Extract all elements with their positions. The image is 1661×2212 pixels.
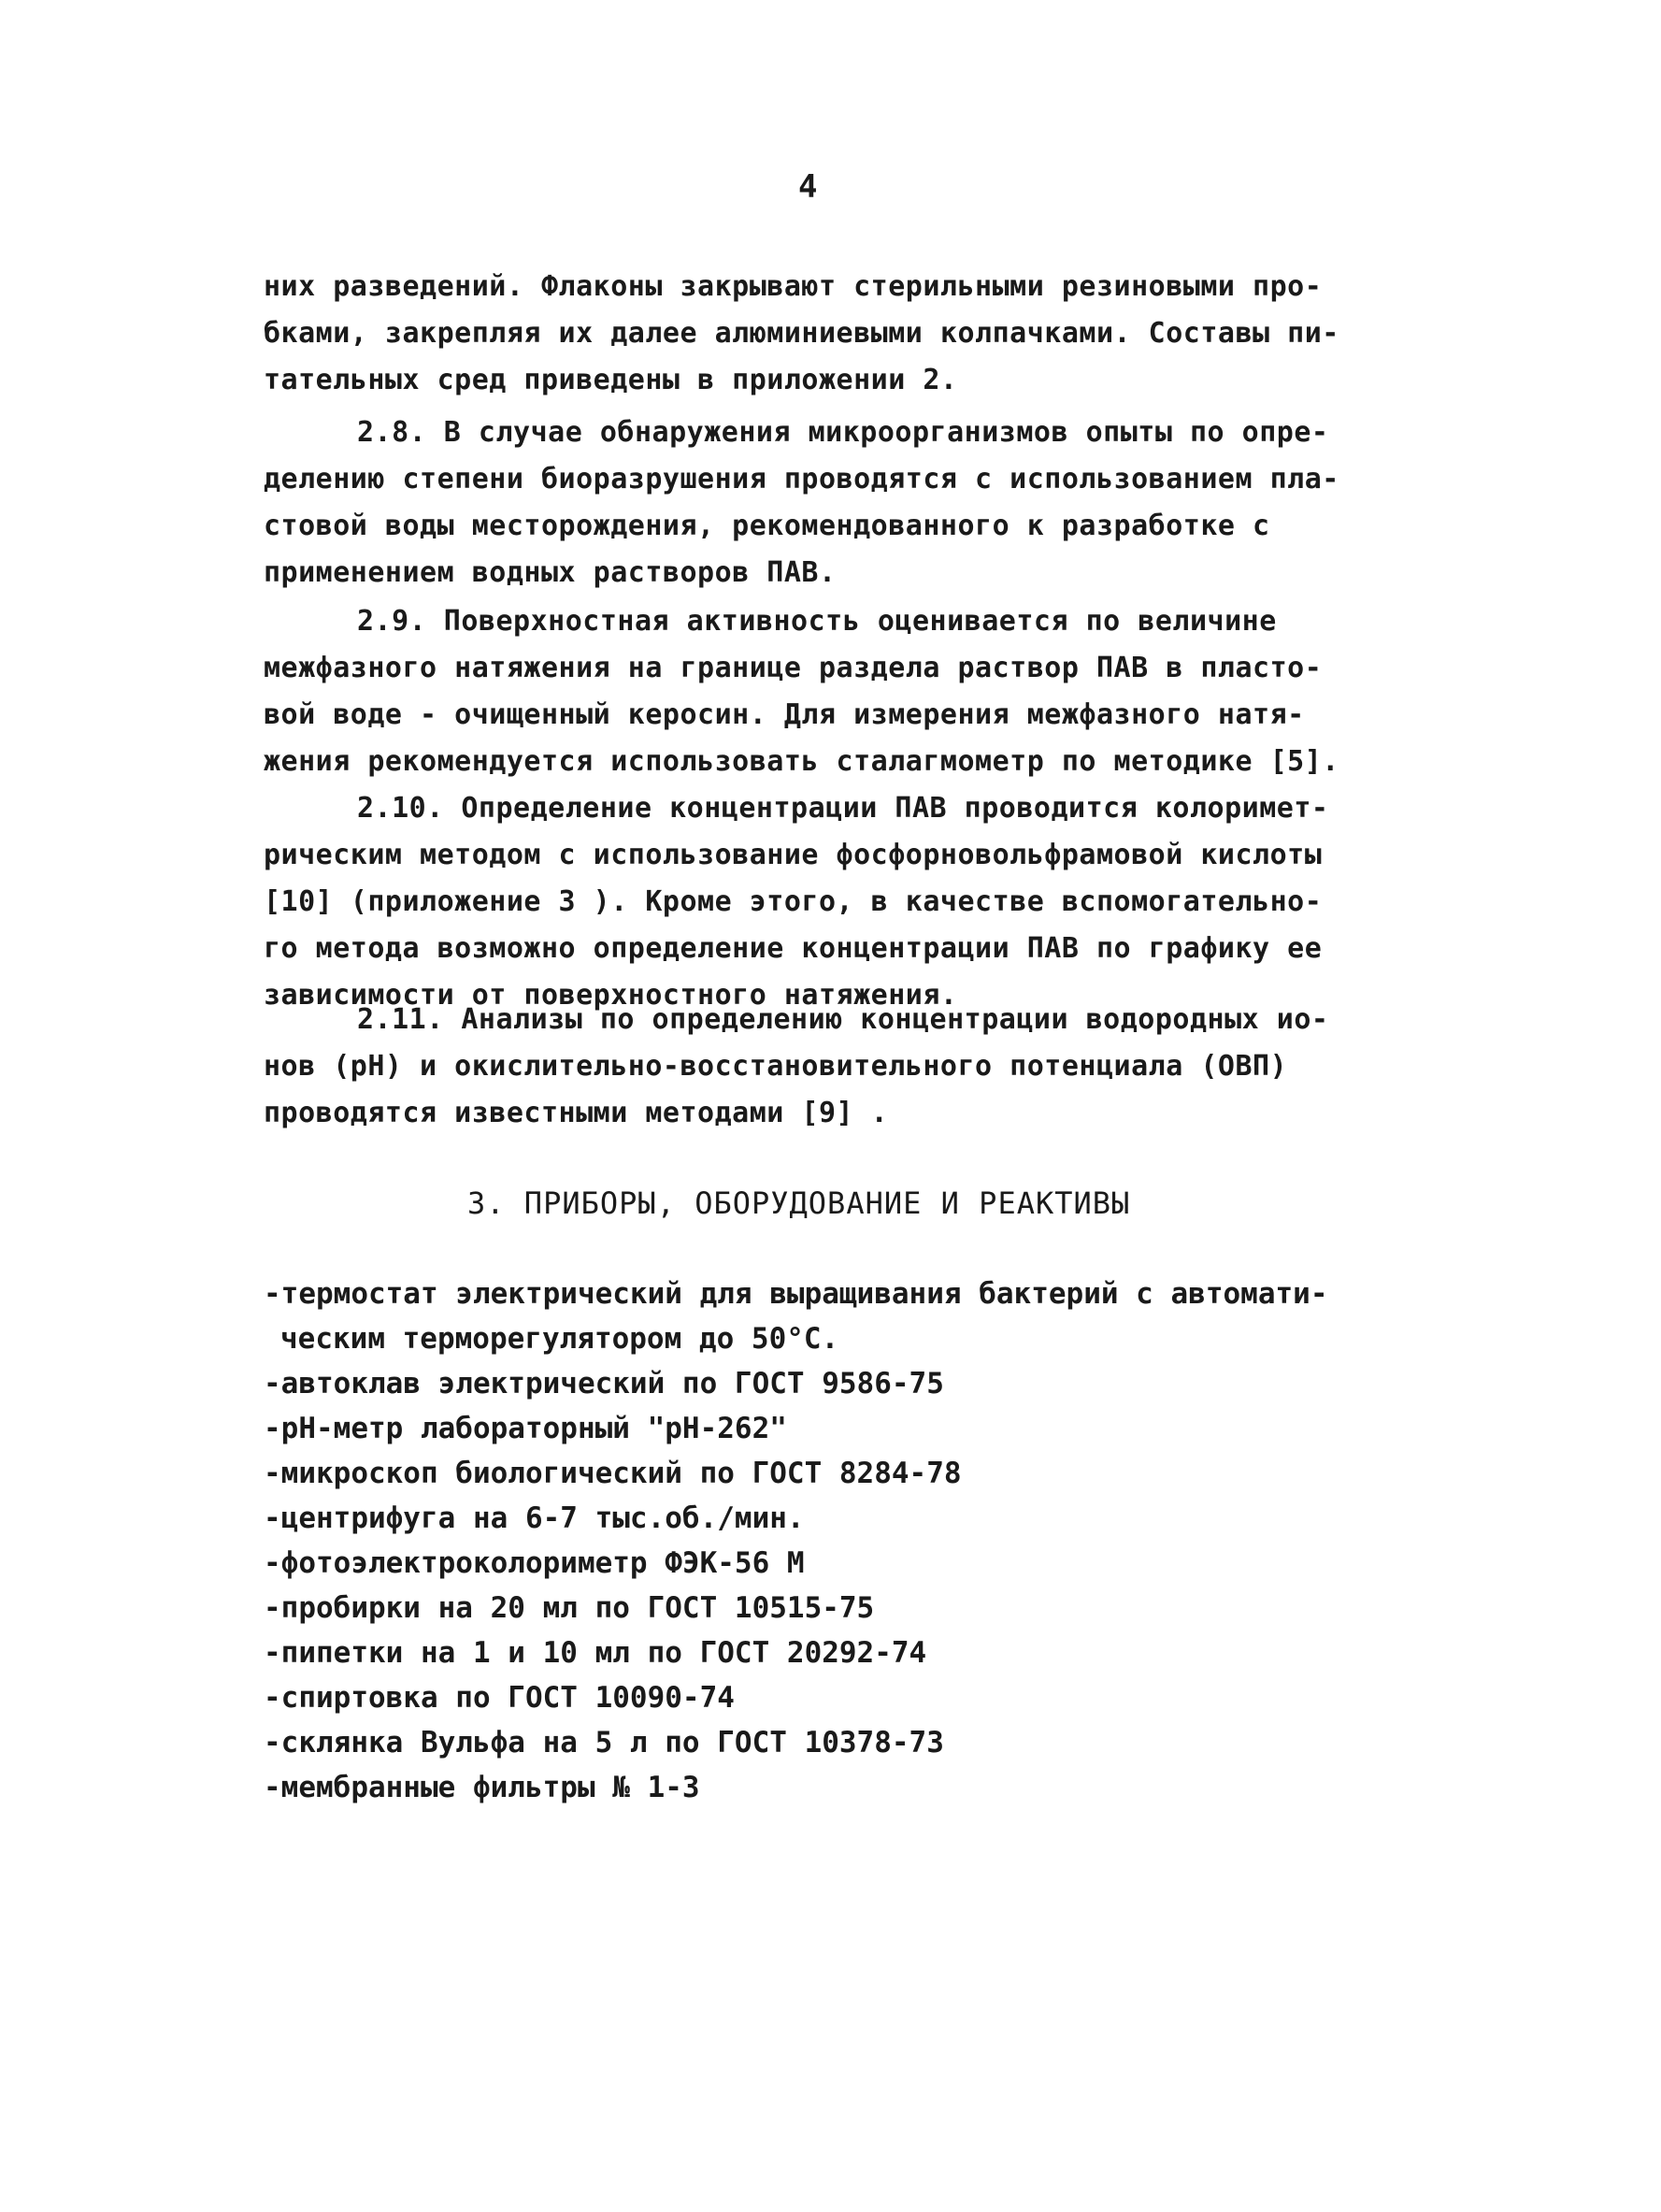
list-item: -мембранные фильтры № 1-3	[264, 1771, 700, 1804]
text-line: го метода возможно определение концентрации ПАВ по графику ее	[264, 932, 1323, 965]
paragraph-continuation	[264, 264, 1432, 404]
text-line: вой воде - очищенный керосин. Для измерения межфазного натя-	[264, 698, 1305, 731]
text-line: них разведений. Флаконы закрывают стерильными резиновыми про-	[264, 270, 1323, 303]
text-line: [10] (приложение 3 ). Кроме этого, в качестве вспомогательно-	[264, 885, 1323, 918]
list-item: -микроскоп биологический по ГОСТ 8284-78	[264, 1457, 962, 1490]
text-line: жения рекомендуется использовать сталагмометр по методике [5].	[264, 745, 1339, 778]
text-line: 2.11. Анализы по определению концентрации водородных ио-	[357, 1003, 1329, 1036]
text-line: стовой воды месторождения, рекомендованного к разработке с	[264, 510, 1270, 542]
text-line: межфазного натяжения на границе раздела раствор ПАВ в пласто-	[264, 652, 1323, 684]
list-item: -автоклав электрический по ГОСТ 9586-75	[264, 1367, 944, 1400]
text-line: тательных сред приведены в приложении 2.	[264, 364, 958, 396]
paragraph-2-9	[264, 598, 1432, 785]
text-line: нов (рН) и окислительно-восстановительного потенциала (ОВП)	[264, 1050, 1288, 1083]
list-item: -склянка Вульфа на 5 л по ГОСТ 10378-73	[264, 1726, 944, 1760]
list-item: -спиртовка по ГОСТ 10090-74	[264, 1681, 735, 1715]
list-item: -фотоэлектроколориметр ФЭК-56 М	[264, 1546, 805, 1580]
list-item: -центрифуга на 6-7 тыс.об./мин.	[264, 1501, 805, 1535]
paragraph-2-10	[264, 785, 1432, 1019]
text-line: проводятся известными методами [9] .	[264, 1097, 889, 1129]
text-line: 2.10. Определение концентрации ПАВ проводится колоримет-	[357, 792, 1329, 825]
list-item: -пробирки на 20 мл по ГОСТ 10515-75	[264, 1591, 875, 1625]
list-item: -рН-метр лабораторный "рН-262"	[264, 1412, 787, 1445]
text-line: 2.8. В случае обнаружения микроорганизмов опыты по опре-	[357, 416, 1329, 449]
text-line: 2.9. Поверхностная активность оценивается по величине	[357, 605, 1277, 638]
list-item-continuation: ческим терморегулятором до 50°С.	[280, 1322, 839, 1356]
paragraph-2-11	[264, 997, 1432, 1137]
equipment-list	[264, 1271, 1432, 1810]
section-heading: 3. ПРИБОРЫ, ОБОРУДОВАНИЕ И РЕАКТИВЫ	[467, 1185, 1131, 1221]
list-item: -пипетки на 1 и 10 мл по ГОСТ 20292-74	[264, 1636, 927, 1670]
text-line: рическим методом с использование фосфорновольфрамовой кислоты	[264, 839, 1323, 871]
page-number: 4	[798, 168, 818, 206]
text-line: применением водных растворов ПАВ.	[264, 556, 837, 589]
list-item: -термостат электрический для выращивания бактерий с автомати-	[264, 1277, 1328, 1311]
text-line: бками, закрепляя их далее алюминиевыми колпачками. Составы пи-	[264, 317, 1339, 350]
text-line: зависимости от поверхностного натяжения.	[264, 979, 958, 1012]
text-line: делению степени биоразрушения проводятся с использованием пла-	[264, 463, 1339, 496]
paragraph-2-8	[264, 409, 1432, 596]
